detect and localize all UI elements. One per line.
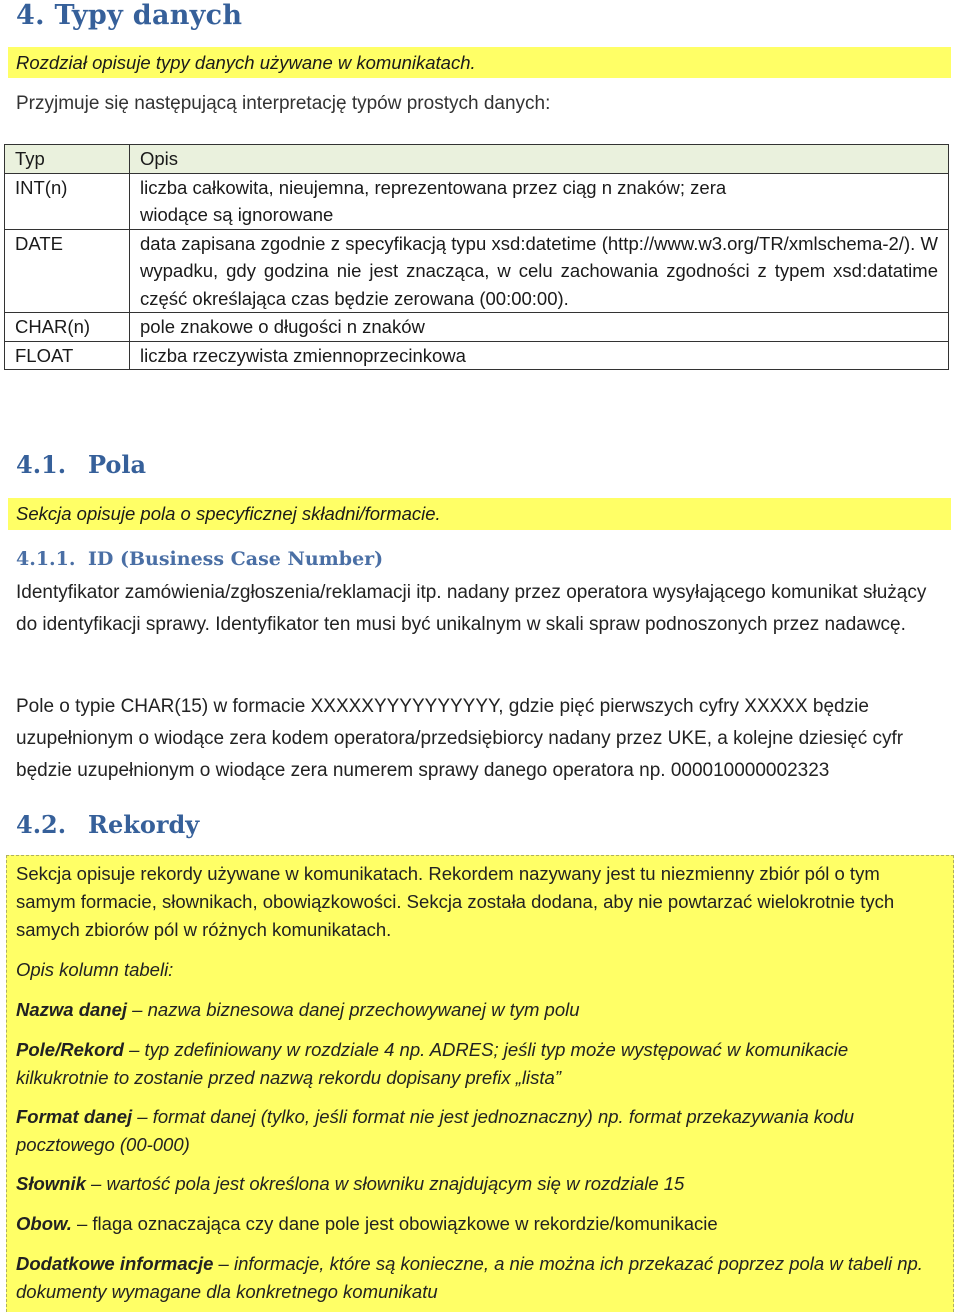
type-cell: DATE [5, 229, 130, 313]
table-row [5, 341, 949, 370]
def-item [16, 1036, 941, 1092]
def-term: Format danej [16, 1106, 133, 1127]
type-cell: FLOAT [5, 341, 130, 370]
pola-note-box [8, 498, 951, 530]
def-text: – typ zdefiniowany w rozdziale 4 np. ADRES; jeśli typ może występować w komunikacie kilkukrotnie to zostanie przed nazwą rekordu dopisany prefix „lista” [16, 1039, 849, 1088]
def-term: Słownik [16, 1173, 86, 1194]
columns-intro: Opis kolumn tabeli: [16, 959, 174, 980]
table-row [5, 229, 949, 313]
id-field-para1: Identyfikator zamówienia/zgłoszenia/reklamacji itp. nadany przez operatora wysyłającego komunikat służący do identyfikacji sprawy. Identyfikator ten musi być unikalnym w skali spraw podnoszonych przez nadawcę. [16, 582, 927, 635]
intro-text: Przyjmuje się następującą interpretację typów prostych danych: [16, 93, 551, 114]
pola-title: Pola [88, 450, 147, 479]
def-item [16, 1210, 941, 1238]
def-item [16, 996, 941, 1024]
def-term: Dodatkowe informacje [16, 1253, 214, 1274]
section-heading: 4. Typy danych [16, 0, 243, 31]
section-note: Rozdział opisuje typy danych używane w komunikatach. [16, 52, 476, 73]
def-text: – wartość pola jest określona w słowniku znajdującym się w rozdziale 15 [85, 1173, 685, 1194]
type-cell: INT(n) [5, 173, 130, 229]
pola-heading [16, 450, 146, 479]
rekordy-note-box [6, 855, 954, 1312]
rekordy-heading [16, 810, 199, 839]
header-desc: Opis [130, 145, 949, 174]
desc-cell: liczba rzeczywista zmiennoprzecinkowa [130, 341, 949, 370]
def-term: Nazwa danej [16, 999, 128, 1020]
desc-cell: pole znakowe o długości n znaków [130, 313, 949, 342]
def-text: – flaga oznaczająca czy dane pole jest obowiązkowe w rekordzie/komunikacie [71, 1213, 718, 1234]
def-item [16, 1103, 941, 1159]
rekordy-note-para: Sekcja opisuje rekordy używane w komunikatach. Rekordem nazywany jest tu niezmienny zbiór pól o tym samym formacie, słownikach, obowiązkowości. Sekcja została dodana, aby nie powtarzać wielokrotnie tych samych zbiorów pól w różnych komunikatach. [16, 863, 895, 940]
rekordy-number: 4.2. [16, 810, 67, 839]
table-header-row [5, 145, 949, 174]
desc-cell: data zapisana zgodnie z specyfikacją typu xsd:datetime (http://www.w3.org/TR/xmlschema-2/). W wypadku, gdy godzina nie jest znacząca, w celu zachowania zgodności z typem xsd:datatime część określająca czas będzie zerowana (00:00:00). [130, 229, 949, 313]
desc-cell: liczba całkowita, nieujemna, reprezentowana przez ciąg n znaków; zera wiodące są ignorowane [130, 173, 949, 229]
rekordy-title: Rekordy [88, 810, 200, 839]
section-note-box [8, 47, 951, 78]
def-text: – format danej (tylko, jeśli format nie jest jednoznaczny) np. format przekazywania kodu pocztowego (00-000) [16, 1106, 855, 1155]
pola-note: Sekcja opisuje pola o specyficznej składni/formacie. [16, 503, 441, 524]
id-field-title: ID (Business Case Number) [88, 548, 384, 570]
def-item [16, 1250, 941, 1306]
def-text: – informacje, które są konieczne, a nie można ich przekazać poprzez pola w tabeli np. dokumenty wymagane dla konkretnego komunikatu [16, 1253, 923, 1302]
pola-number: 4.1. [16, 450, 67, 479]
id-field-para2: Pole o typie CHAR(15) w formacie XXXXXYYYYYYYYYY, gdzie pięć pierwszych cyfry XXXXX będzie uzupełnionym o wiodące zera kodem operatora/przedsiębiorcy nadany przez UKE, a kolejne dziesięć cyfr będzie uzupełnionym o wiodące zera numerem sprawy danego operatora np. 000010000002323 [16, 696, 904, 781]
def-term: Obow. [16, 1213, 72, 1234]
table-row [5, 173, 949, 229]
def-term: Pole/Rekord [16, 1039, 124, 1060]
header-type: Typ [5, 145, 130, 174]
type-cell: CHAR(n) [5, 313, 130, 342]
table-row [5, 313, 949, 342]
def-item [16, 1170, 941, 1198]
id-field-heading [16, 548, 383, 570]
def-text: – nazwa biznesowa danej przechowywanej w tym polu [127, 999, 580, 1020]
types-table [4, 144, 949, 370]
id-field-number: 4.1.1. [16, 548, 76, 570]
